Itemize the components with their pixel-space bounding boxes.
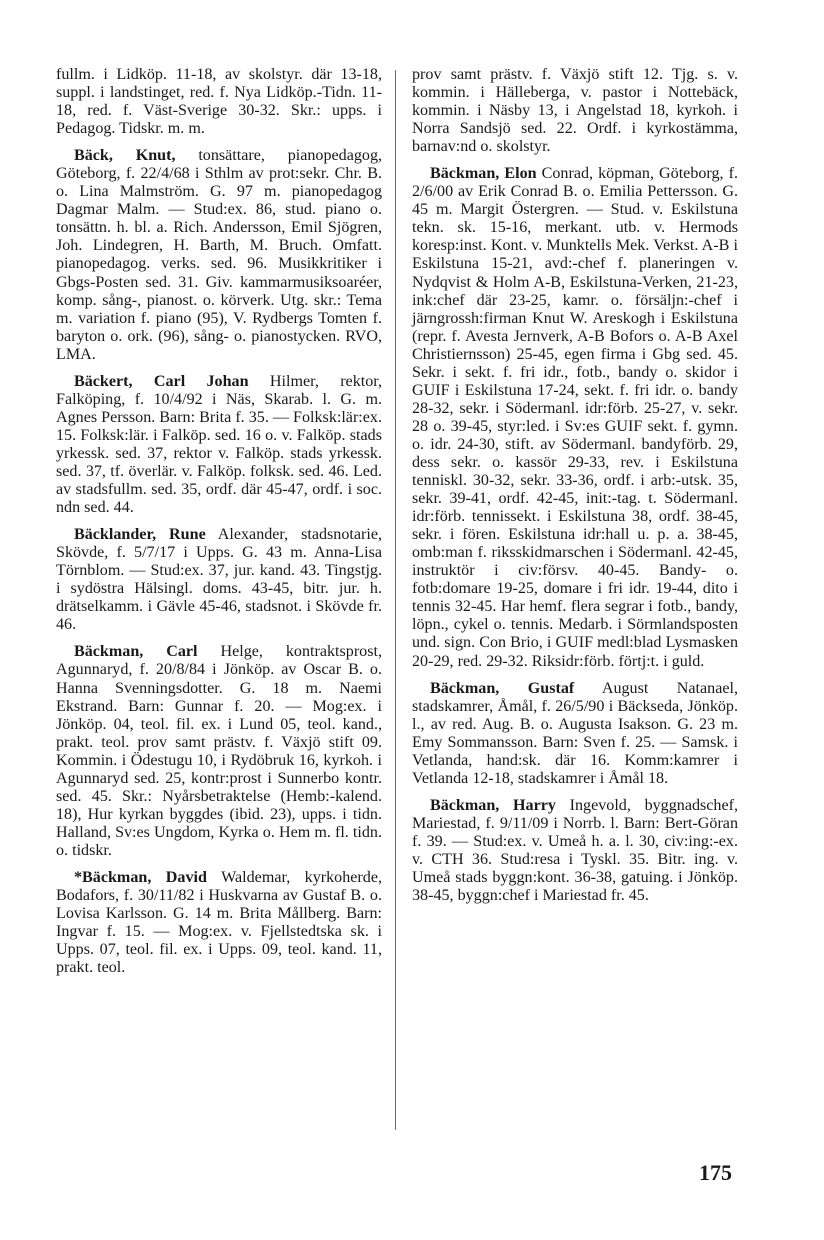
entry-name: Bäck, Knut,: [74, 147, 176, 165]
entry-continuation: [56, 66, 382, 138]
left-column: [56, 66, 382, 986]
entry-text: Ingevold, byggnadschef, Mariestad, f. 9/11/09 i Norrb. l. Barn: Bert-Göran f. 39. — Stud:ex. v. Umeå h. a. l. 30, civ:ing:-ex. v. CTH 36. Stud:resa i Tyskl. 35. Bitr. ing. v. Umeå stads byggn:kont. 36-38, gatuing. i Jönköp. 38-45, byggn:chef i Mariestad fr. 45.: [412, 796, 738, 905]
entry-backlander-rune: [56, 526, 382, 634]
entry-name: Bäckman, Gustaf: [430, 679, 575, 697]
entry-backman-david: [56, 869, 382, 977]
entry-text: Conrad, köpman, Göteborg, f. 2/6/00 av Erik Conrad B. o. Emilia Pettersson. G. 45 m. Margit Östergren. — Stud. v. Eskilstuna tekn. sk. 15-16, merkant. utb. v. Hermods koresp:inst. Kont. v. Munktells Mek. Verkst. A-B i Eskilstuna 15-21, avd:-chef f. planeringen v. Nydqvist & Holm A-B, Eskilstuna-Verken, 21-23, ink:chef där 23-25, kamr. o. försäljn:-chef i järngrossh:firman Knut W. Areskogh i Eskilstuna (repr. f. Avesta Jernverk, A-B Bofors o. A-B Axel Christiernsson) 25-45, egen firma i Gbg sed. 45. Sekr. i sekt. f. fri idr., fotb., bandy o. skidor i GUIF i Eskilstuna 17-24, sekt. f. fri idr. o. bandy 28-32, sekr. i Södermanl. idr:förb. 25-27, v. sekr. 28 o. 39-45, styr:led. i Sv:es GUIF sekt. f. gymn. o. idr. 24-30, stift. av Södermanl. bandyförb. 29, dess sekr. o. kassör 29-33, rev. i Eskilstuna tenniskl. 30-32, sekr. 33-36, ordf. i arb:-utsk. 35, sekr. 39-41, ordf. 42-45, init:-tag. t. Södermanl. idr:förb. tennissekt. i Eskilstuna 38, ordf. 38-45, sekr. i fören. Eskilstuna idr:hall u. p. a. 38-45, omb:man f. riksskidmarschen i Södermanl. 42-45, instruktör i civ:försv. 40-45. Bandy- o. fotb:domare 19-25, domare i fri idr. 19-44, dito i tennis 32-45. Har hemf. flera segrar i fotb., bandy, löpn., cykel o. tennis. Medarb. i Sörmlandsposten und. sign. Con Brio, i GUIF medl:blad Lysmasken 20-29, red. 29-32. Riksidr:förb. förtj:t. i guld.: [412, 165, 738, 670]
entry-text: fullm. i Lidköp. 11-18, av skolstyr. där 13-18, suppl. i landstinget, red. f. Nya Lidköp.-Tidn. 11-18, red. f. Väst-Sverige 30-32. Skr.: upps. i Pedagog. Tidskr. m. m.: [56, 66, 382, 138]
entry-name: Bäckman, Carl: [74, 643, 198, 661]
page-number: 175: [699, 1160, 732, 1185]
entry-text: tonsättare, pianopedagog, Göteborg, f. 22/4/68 i Sthlm av prot:sekr. Chr. B. o. Lina Malmström. G. 97 m. pianopedagog Dagmar Malm. — Stud:ex. 86, stud. piano o. tonsättn. h. bl. a. Rich. Andersson, Emil Sjögren, Joh. Lindegren, H. Barth, M. Bruch. Omfatt. pianopedagog. verks. sed. 96. Musikkritiker i Gbgs-Posten sed. 31. Giv. kammarmusiksoaréer, komp. sång-, pianost. o. körverk. Utg. skr.: Tema m. variation f. piano (95), V. Rydbergs Tomten f. baryton o. ork. (96), sång- o. pianostycken. RVO, LMA.: [56, 147, 383, 363]
right-column: [412, 66, 738, 914]
entry-name: *Bäckman, David: [74, 868, 207, 886]
entry-text: prov samt prästv. f. Växjö stift 12. Tjg. s. v. kommin. i Hälleberga, v. pastor i Nottebäck, kommin. i Näsby 13, i Angelstad 18, kyrkoh. i Norra Sandsjö sed. 22. Ordf. i kyrkostämma, barnav:nd o. skolstyr.: [412, 66, 738, 156]
entry-backman-carl: [56, 643, 382, 860]
entry-continuation: [412, 66, 738, 156]
entry-backman-harry: [412, 797, 738, 905]
entry-text: August Natanael, stadskamrer, Åmål, f. 26/5/90 i Bäckseda, Jönköp. l., av red. Aug. B. o. Augusta Isakson. G. 23 m. Emy Sommansson. Barn: Sven f. 25. — Samsk. i Vetlanda, hand:sk. där 16. Komm:kamrer i Vetlanda 12-18, stadskamrer i Åmål 18.: [412, 679, 739, 787]
entry-backert-carl-johan: [56, 373, 382, 517]
entry-text: Alexander, stadsnotarie, Skövde, f. 5/7/17 i Upps. G. 43 m. Anna-Lisa Törnblom. — Stud:ex. 37, jur. kand. 43. Tingstjg. i sydöstra Hälsingl. doms. 43-45, bitr. jur. h. drätselkamm. i Gävle 45-46, stadsnot. i Skövde fr. 46.: [56, 526, 382, 634]
entry-backman-elon: [412, 165, 738, 670]
entry-text: Waldemar, kyrkoherde, Bodafors, f. 30/11/82 i Huskvarna av Gustaf B. o. Lovisa Karlsson. G. 14 m. Brita Mållberg. Barn: Ingvar f. 15. — Mog:ex. v. Fjellstedtska sk. i Upps. 07, teol. fil. ex. i Upps. 09, teol. kand. 11, prakt. teol.: [56, 868, 382, 977]
entry-name: Bäcklander, Rune: [74, 526, 206, 544]
entry-text: Helge, kontraktsprost, Agunnaryd, f. 20/8/84 i Jönköp. av Oscar B. o. Hanna Svenningsdotter. G. 18 m. Naemi Ekstrand. Barn: Gunnar f. 20. — Mog:ex. i Jönköp. 04, teol. fil. ex. i Lund 05, teol. kand., prakt. teol. prov samt prästv. f. Växjö stift 09. Kommin. i Ödestugu 10, i Rydöbruk 16, kyrkoh. i Agunnaryd sed. 25, kontr:prost i Sunnerbo kontr. sed. 45. Skr.: Nyårsbetraktelse (Hemb:-kalend. 18), Hur kyrkan byggdes (ibid. 23), upps. i tidn. Halland, Sv:es Ungdom, Kyrka o. Hem m. fl. tidn. o. tidskr.: [56, 643, 382, 859]
entry-name: Bäckman, Elon: [430, 165, 537, 183]
column-divider: [395, 70, 396, 1130]
entry-name: Bäckman, Harry: [430, 796, 556, 814]
entry-name: Bäckert, Carl Johan: [74, 372, 249, 390]
entry-back-knut: [56, 147, 382, 364]
entry-text: Hilmer, rektor, Falköping, f. 10/4/92 i Näs, Skarab. l. G. m. Agnes Persson. Barn: Brita f. 35. — Folksk:lär:ex. 15. Folksk:lär. i Falköp. sed. 16 o. v. Falköp. stads yrkessk. sed. 37, rektor v. Falköp. stads yrkessk. sed. 37, tf. överlär. v. Falköp. folksk. sed. 46. Led. av stadsfullm. sed. 35, ordf. där 45-47, ordf. i soc. ndn sed. 44.: [56, 372, 382, 517]
entry-backman-gustaf: [412, 680, 738, 788]
